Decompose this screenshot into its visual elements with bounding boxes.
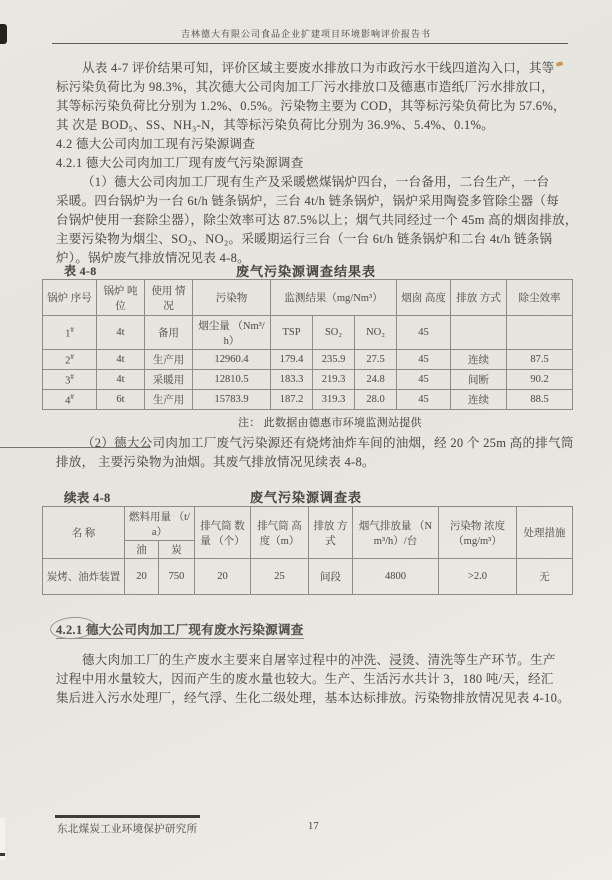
table-cell: 2#: [43, 350, 97, 370]
underlined-word: 冲洗: [350, 653, 377, 667]
table-header-cell: 污染物: [193, 280, 271, 316]
table-cell: SO₂: [313, 316, 355, 350]
heading-text: 德大公司肉加工厂现有废水污染源调查: [85, 623, 304, 637]
table-cell: 连续: [451, 390, 507, 410]
table-cell: 45: [397, 316, 451, 350]
section-heading-4-2-1-gas: 4.2.1 德大公司肉加工厂现有废气污染源调查: [56, 156, 304, 170]
table-header-cell: 名 称: [43, 507, 125, 559]
table-cell: 间段: [309, 559, 353, 595]
table-cell: 12810.5: [193, 370, 271, 390]
table-header-cell: 排气筒 数量 （个）: [195, 507, 251, 559]
paragraph-line: 标污染负荷比为 98.3%，其次德大公司肉加工厂污水排放口及德惠市造纸厂污水排放口，: [56, 80, 555, 94]
table-cell: 无: [517, 559, 573, 595]
table-cell: 4t: [97, 370, 145, 390]
table-cell: 24.8: [355, 370, 397, 390]
table-header-cell: 锅炉 吨位: [97, 280, 145, 316]
paragraph-line: （1）德大公司肉加工厂现有生产及采暖燃煤锅炉四台，一台备用，二台生产，一台: [82, 175, 550, 189]
table-cell: 750: [159, 559, 195, 595]
paragraph-line: 集后进入污水处理厂，经气浮、生化二级处理，基本达标排放。污染物排放情况见表 4-10。: [56, 691, 570, 705]
paragraph-line: 台锅炉使用一套除尘器），除尘效率可达 87.5%以上；烟气共同经过一个 45m 高的烟囱排放，: [56, 213, 578, 227]
table2-label: 续表 4-8: [64, 491, 111, 505]
table-cell: 187.2: [271, 390, 313, 410]
table-cell: 连续: [451, 350, 507, 370]
table-cell: 12960.4: [193, 350, 271, 370]
table-header-cell: 排放 方式: [309, 507, 353, 559]
table1-label: 表 4-8: [64, 264, 97, 278]
table1-title: 废气污染源调查结果表: [235, 264, 376, 279]
table2-title: 废气污染源调查表: [249, 490, 362, 505]
table-header-cell: 油: [125, 541, 159, 559]
table-header-cell: 使用 情况: [145, 280, 193, 316]
table-cell: 45: [397, 390, 451, 410]
table-cell: 183.3: [271, 370, 313, 390]
table-cell: 27.5: [355, 350, 397, 370]
paragraph-line: 其 次是 BOD₅、SS、NH₃-N，其等标污染负荷比分别为 36.9%、5.4%、0.1%。: [56, 118, 495, 132]
text-part: 、: [376, 653, 390, 667]
paragraph-line: 采暖。四台锅炉为一台 6t/h 链条锅炉，三台 4t/h 链条锅炉，锅炉采用陶瓷多管除尘器（每: [56, 194, 559, 208]
table-cell: 20: [195, 559, 251, 595]
section-heading-4-2: 4.2 德大公司肉加工现有污染源调查: [56, 137, 256, 151]
table-header-cell: 排放 方式: [451, 280, 507, 316]
paragraph-line: [82, 650, 556, 668]
table-header-cell: 炭: [159, 541, 195, 559]
paragraph-line: 排放， 主要污染物为油烟。其废气排放情况见续表 4-8。: [56, 455, 375, 469]
table-cell: 235.9: [313, 350, 355, 370]
table1-note: 注： 此数据由德惠市环境监测站提供: [238, 417, 422, 429]
table-cell: 4t: [97, 316, 145, 350]
table-cell: 1#: [43, 316, 97, 350]
table-header-cell: 处理措施: [517, 507, 573, 559]
table-cell: 间断: [451, 370, 507, 390]
paragraph-line: 其等标污染负荷比分别为 1.2%、0.5%。污染物主要为 COD，其等标污染负荷比为 57.6%，: [56, 99, 566, 113]
table-cell: [451, 316, 507, 350]
paragraph-line: 从表 4-7 评价结果可知，评价区域主要废水排放口为市政污水干线四道沟入口，其等: [82, 61, 555, 75]
table-cell: 3#: [43, 370, 97, 390]
table-cell: TSP: [271, 316, 313, 350]
text-part: 德大肉加工厂的生产废水主要来自屠宰过程中的: [82, 653, 351, 667]
header-rule: [52, 43, 568, 44]
page-header-title: 吉林德大有限公司食品企业扩建项目环境影响评价报告书: [180, 29, 431, 39]
table-cell: >2.0: [439, 559, 517, 595]
footer-rule: [55, 815, 200, 818]
footer-organization: 东北煤炭工业环境保护研究所: [57, 824, 198, 835]
table-header-cell: 烟囱 高度: [397, 280, 451, 316]
scan-edge-dash: [0, 853, 5, 856]
table-cell: 生产用: [145, 390, 193, 410]
table-cell: 生产用: [145, 350, 193, 370]
table-header-cell: 监测结果（mg/Nm³）: [271, 280, 397, 316]
waste-gas-continued-table: [42, 506, 573, 595]
table-cell: 25: [251, 559, 309, 595]
table-cell: 219.3: [313, 370, 355, 390]
table-cell: 4#: [43, 390, 97, 410]
paragraph-line: 炉）。锅炉废气排放情况见表 4-8。: [56, 251, 250, 265]
table-cell: 6t: [97, 390, 145, 410]
paragraph-line: （2）德大公司肉加工厂废气污染源还有烧烤油炸车间的油烟，经 20 个 25m 高的排气筒: [82, 436, 574, 450]
table-header-cell: 污染物 浓度 （mg/m³）: [439, 507, 517, 559]
footer-page-number: 17: [308, 821, 320, 832]
table-cell: 烟尘量 （Nm³/h）: [193, 316, 271, 350]
table-cell: 采暖用: [145, 370, 193, 390]
paragraph-line: 主要污染物为烟尘、SO₂、NO₂。采暖期运行三台（一台 6t/h 链条锅炉和二台 4t/h 链条锅: [56, 232, 553, 246]
table-cell: 备用: [145, 316, 193, 350]
underlined-word: 清洗: [427, 653, 454, 667]
scan-speck: [556, 61, 564, 67]
table-cell: 45: [397, 350, 451, 370]
table-cell: 28.0: [355, 390, 397, 410]
table-cell: 319.3: [313, 390, 355, 410]
table-cell: 4t: [97, 350, 145, 370]
table-cell: 179.4: [271, 350, 313, 370]
heading-number: 4.2.1: [56, 623, 83, 637]
waste-gas-results-table: [42, 279, 573, 410]
table-header-cell: 锅炉 序号: [43, 280, 97, 316]
table-cell: NO₂: [355, 316, 397, 350]
underlined-word: 浸烫: [389, 653, 415, 667]
table-cell: [507, 316, 573, 350]
table-header-cell: 除尘效率: [507, 280, 573, 316]
table-header-cell: 燃料用量 （t/a）: [125, 507, 195, 541]
text-part: 等生产环节。生产: [453, 653, 556, 667]
table-cell: 45: [397, 370, 451, 390]
text-part: 、: [414, 653, 428, 667]
table-cell: 87.5: [507, 350, 573, 370]
paragraph-line: 过程中用水量较大，因而产生的废水量也较大。生产、生活污水共计 3，180 吨/天，经汇: [56, 672, 554, 686]
table-cell: 炭烤、油炸装置: [43, 559, 125, 595]
table-cell: 15783.9: [193, 390, 271, 410]
table-cell: 20: [125, 559, 159, 595]
table-header-cell: 排气筒 高度（m）: [251, 507, 309, 559]
table-cell: 88.5: [507, 390, 573, 410]
table-cell: 4800: [353, 559, 439, 595]
table-header-cell: 烟气排放量 （Nm³/h）/台: [353, 507, 439, 559]
table-cell: 90.2: [507, 370, 573, 390]
